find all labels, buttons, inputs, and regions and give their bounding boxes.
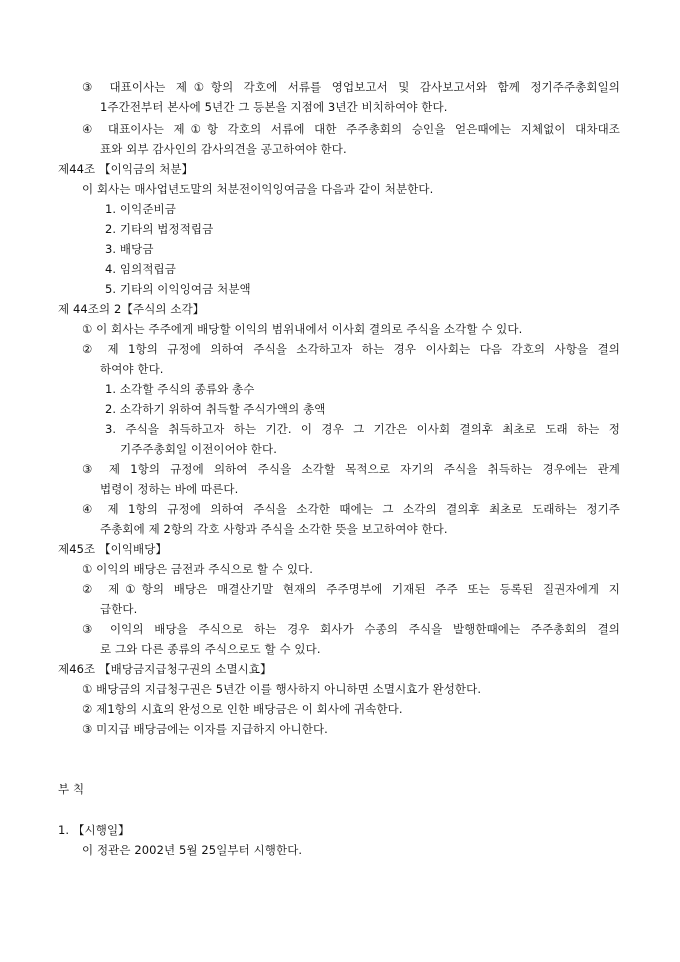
- art45-p3-line1: ③ 이익의 배당을 주식으로 하는 경우 회사가 수종의 주식을 발행한때에는 주주총회의 결의: [82, 622, 620, 636]
- art44-intro: 이 회사는 매사업년도말의 처분전이익잉여금을 다음과 같이 처분한다.: [82, 182, 434, 196]
- art44-2-p2-line2: 하여야 한다.: [100, 362, 164, 376]
- art44-2-p2-line1: ② 제 1항의 규정에 의하여 주식을 소각하고자 하는 경우 이사회는 다음 각호의 사항을 결의: [82, 342, 620, 356]
- art43-item4-line2: 표와 외부 감사인의 감사의견을 공고하여야 한다.: [100, 142, 347, 156]
- art44-2-sub3-line2: 기주주총회일 이전이어야 한다.: [120, 442, 277, 456]
- addenda-heading: 1. 【시행일】: [58, 823, 130, 837]
- art45-p2-line2: 급한다.: [100, 602, 138, 616]
- art44-2-p4-line1: ④ 제 1항의 규정에 의하여 주식을 소각한 때에는 그 소각의 결의후 최초로 도래하는 정기주: [82, 502, 620, 516]
- art45-heading: 제45조 【이익배당】: [58, 542, 168, 556]
- art44-item-4: 4. 임의적립금: [105, 262, 176, 276]
- addenda-text: 이 정관은 2002년 5월 25일부터 시행한다.: [82, 843, 303, 857]
- art43-item3-line1: ③ 대표이사는 제①항의 각호에 서류를 영업보고서 및 감사보고서와 함께 정기주주총회일의: [82, 80, 620, 94]
- art45-p3-line2: 로 그와 다른 종류의 주식으로도 할 수 있다.: [100, 642, 321, 656]
- art43-item3-line2: 1주간전부터 본사에 5년간 그 등본을 지점에 3년간 비치하여야 한다.: [100, 100, 448, 114]
- art44-2-sub2: 2. 소각하기 위하여 취득할 주식가액의 총액: [105, 402, 326, 416]
- art46-p3: ③ 미지급 배당금에는 이자를 지급하지 아니한다.: [82, 722, 328, 736]
- art44-2-p4-line2: 주총회에 제 2항의 각호 사항과 주식을 소각한 뜻을 보고하여야 한다.: [100, 522, 448, 536]
- art44-2-sub3-line1: 3. 주식을 취득하고자 하는 기간. 이 경우 그 기간은 이사회 결의후 최초로 도래 하는 정: [105, 422, 620, 436]
- art46-heading: 제46조 【배당금지급청구권의 소멸시효】: [58, 662, 272, 676]
- art44-item-5: 5. 기타의 이익잉여금 처분액: [105, 282, 251, 296]
- art46-p2: ② 제1항의 시효의 완성으로 인한 배당금은 이 회사에 귀속한다.: [82, 702, 403, 716]
- art44-2-p3-line1: ③ 제 1항의 규정에 의하여 주식을 소각할 목적으로 자기의 주식을 취득하는 경우에는 관계: [82, 462, 620, 476]
- art44-2-p1: ① 이 회사는 주주에게 배당할 이익의 범위내에서 이사회 결의로 주식을 소각할 수 있다.: [82, 322, 523, 336]
- art44-item-2: 2. 기타의 법정적립금: [105, 222, 214, 236]
- art44-2-sub1: 1. 소각할 주식의 종류와 총수: [105, 382, 255, 396]
- art44-heading: 제44조 【이익금의 처분】: [58, 162, 194, 176]
- art44-2-p3-line2: 법령이 정하는 바에 따른다.: [100, 482, 239, 496]
- art45-p2-line1: ② 제①항의 배당은 매결산기말 현재의 주주명부에 기재된 주주 또는 등록된 질권자에게 지: [82, 582, 620, 596]
- art46-p1: ① 배당금의 지급청구권은 5년간 이를 행사하지 아니하면 소멸시효가 완성한다.: [82, 682, 482, 696]
- art44-2-heading: 제 44조의 2【주식의 소각】: [58, 302, 205, 316]
- art45-p1: ① 이익의 배당은 금전과 주식으로 할 수 있다.: [82, 562, 314, 576]
- addenda-title: 부 칙: [58, 782, 85, 796]
- art43-item4-line1: ④ 대표이사는 제①항 각호의 서류에 대한 주주총회의 승인을 얻은때에는 지체없이 대차대조: [82, 122, 620, 136]
- art44-item-1: 1. 이익준비금: [105, 202, 176, 216]
- art44-item-3: 3. 배당금: [105, 242, 154, 256]
